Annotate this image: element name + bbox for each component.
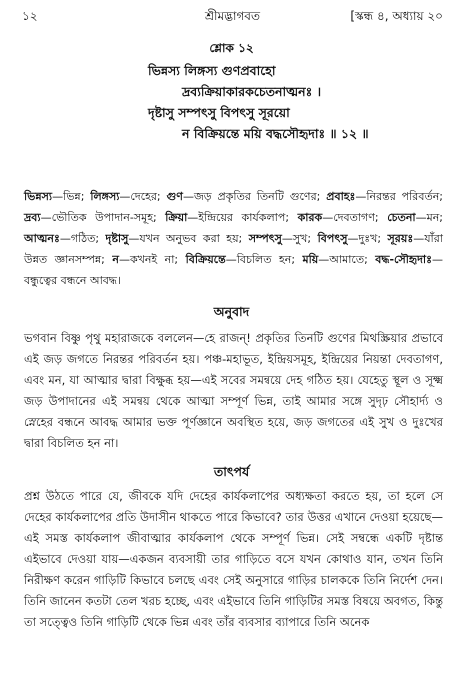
synonym-term: গুণ — [166, 190, 183, 203]
synonym-meaning: —যাঁরা উন্নত জ্ঞানসম্পন্ন; — [24, 232, 443, 266]
synonym-meaning: —গঠিত; — [59, 232, 106, 245]
synonym-meaning: —বন্ধুত্বের বন্ধনে আবদ্ধ। — [24, 253, 443, 287]
synonym-term: বিপৎসু — [317, 232, 348, 245]
synonym-meaning: —দুঃখ; — [347, 232, 388, 245]
synonym-term: কারক — [297, 211, 323, 224]
synonym-term: ন — [112, 253, 119, 266]
verse-line: দৃষ্টাসু সম্পৎসু বিপৎসু সূরয়ো — [148, 105, 290, 120]
synonyms-paragraph — [24, 186, 443, 291]
translation-text: ভগবান বিষ্ণু পৃথু মহারাজকে বললেন—হে রাজন্! প্রকৃতির তিনটি গুণের মিথস্ক্রিয়ার প্রভাবে এই জড় জগতে নিরন্তর পরিবর্তন হয়। পঞ্চ-মহাভূত, ইন্দ্রিয়সমূহ, ইন্দ্রিয়ের নিয়ন্তা দেবতাগণ, এবং মন, যা আত্মার দ্বারা বিক্ষুব্ধ হয়—এই সবের সমন্বয়ে দেহ গঠিত হয়। যেহেতু স্থূল ও সূক্ষ্ম জড় উপাদানের এই সমন্বয় থেকে আত্মা সম্পূর্ণ ভিন্ন, তাই আমার সঙ্গে সুদৃঢ় সৌহার্দ্য ও স্নেহের বন্ধনে আবদ্ধ আমার ভক্ত পূর্ণজ্ঞানে অবস্থিত হয়ে, জড় জগতের এই সুখ ও দুঃখের দ্বারা বিচলিত হন না। — [24, 331, 443, 450]
synonym-meaning: —জড় প্রকৃতির তিনটি গুণের; — [182, 190, 327, 203]
synonym-meaning: —নিরন্তর পরিবর্তন; — [355, 190, 443, 203]
synonym-meaning: —আমাতে; — [318, 253, 376, 266]
purport-heading: তাৎপর্য — [213, 464, 250, 479]
synonym-meaning: —যখন অনুভব করা হয়; — [128, 232, 249, 245]
synonym-term: ময়ি — [302, 253, 319, 266]
synonym-meaning: —ইন্দ্রিয়ের কার্যকলাপ; — [187, 211, 298, 224]
synonym-meaning: —কখনই না; — [118, 253, 186, 266]
synonym-meaning: —মন; — [415, 211, 443, 224]
synonym-term: বিক্রিয়ন্তে — [185, 253, 226, 266]
book-title: শ্রীমদ্ভাগবত — [204, 9, 260, 23]
synonym-meaning: —ভিন্ন; — [52, 190, 91, 203]
synonym-term: ভিন্নস্য — [24, 190, 53, 203]
verse-line: ভিন্নস্য লিঙ্গস্য গুণপ্রবাহো — [148, 63, 276, 78]
synonym-term: আত্মনঃ — [24, 232, 60, 245]
synonym-meaning: —বিচলিত হন; — [225, 253, 303, 266]
page-number: ১২ — [22, 9, 38, 23]
verse-text — [20, 60, 443, 144]
purport-text: প্রশ্ন উঠতে পারে যে, জীবকে যদি দেহের কার্যকলাপের অধ্যক্ষতা করতে হয়, তা হলে সে দেহের কার্যকলাপের প্রতি উদাসীন থাকতে পারে কিভাবে? তার উত্তর এখানে দেওয়া হয়েছে—এই সমস্ত কার্যকলাপ জীবাত্মার কার্যকলাপ থেকে সম্পূর্ণ ভিন্ন। সেই সম্বন্ধে একটি দৃষ্টান্ত এইভাবে দেওয়া যায়—একজন ব্যবসায়ী তার গাড়িতে বসে যখন কোথাও যান, তখন তিনি নিরীক্ষণ করেন গাড়িটি কিভাবে চলছে এবং সেই অনুসারে গাড়ির চালককে তিনি নির্দেশ দেন। তিনি জানেন কতটা তেল খরচ হচ্ছে, এবং এইভাবে তিনি গাড়িটির সমস্ত বিষয়ে অবগত, কিন্তু তা সত্ত্বেও তিনি গাড়িটি থেকে ভিন্ন এবং তাঁর ব্যবসার ব্যাপারে তিনি অনেক — [24, 489, 443, 629]
synonym-term: দৃষ্টাসু — [105, 232, 129, 245]
verse-title: শ্লোক ১২ — [209, 41, 254, 55]
synonym-meaning: —সুখ; — [281, 232, 318, 245]
synonym-term: চেতনা — [387, 211, 416, 224]
synonym-term: লিঙ্গস্য — [90, 190, 120, 203]
verse-line: ন বিক্রিয়ন্তে ময়ি বদ্ধসৌহৃদাঃ ॥ ১২ ॥ — [182, 126, 369, 141]
page-header — [22, 6, 443, 24]
synonym-term: প্রবাহঃ — [326, 190, 356, 203]
synonym-meaning: —ভৌতিক উপাদান-সমূহ; — [40, 211, 166, 224]
synonym-term: সম্পৎসু — [248, 232, 282, 245]
chapter-reference: [স্কন্ধ ৪, অধ্যায় ২০ — [350, 9, 443, 23]
synonym-term: সূরয়ঃ — [387, 232, 414, 245]
synonym-meaning: —দেহের; — [119, 190, 167, 203]
synonym-term: দ্রব্য — [24, 211, 41, 224]
synonym-meaning: —দেবতাগণ; — [322, 211, 388, 224]
verse-line: দ্রব্যক্রিয়াকারকচেতনাত্মনঃ । — [182, 84, 322, 99]
translation-heading: অনুবাদ — [213, 304, 250, 319]
synonym-term: ক্রিয়া — [165, 211, 188, 224]
synonym-term: বদ্ধ-সৌহৃদাঃ — [375, 253, 432, 266]
